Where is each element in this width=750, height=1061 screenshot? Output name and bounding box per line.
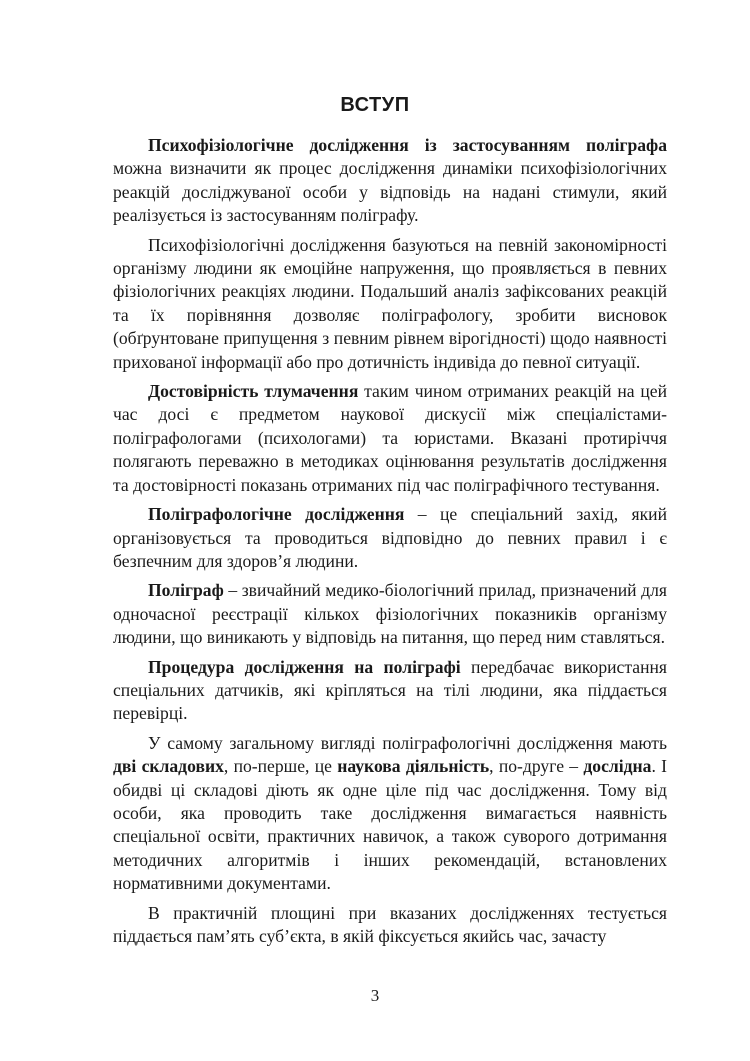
bold-term: наукова діяльність xyxy=(337,756,490,777)
bold-term: Процедура дослідження на поліграфі xyxy=(148,656,461,677)
text-run: В практичній площині при вказаних дослідженнях тестується піддається пам’ять суб’єкта, в якій фіксується якийсь час, зачасту xyxy=(113,902,667,946)
bold-term: дві складових xyxy=(113,756,224,777)
text-run: передбачає використання спеціальних датчиків, які кріпляться на тілі людини, яка піддається перевірці. xyxy=(113,656,667,724)
document-body xyxy=(113,134,667,954)
paragraph xyxy=(113,902,667,949)
page-number: 3 xyxy=(370,986,380,1005)
text-run: , по-перше, це xyxy=(223,756,338,777)
paragraph xyxy=(113,579,667,649)
paragraph xyxy=(113,656,667,726)
bold-term: Психофізіологічне дослідження із застосуванням поліграфа xyxy=(148,135,667,155)
page-title: ВСТУП xyxy=(340,94,410,116)
paragraph xyxy=(113,134,667,228)
text-run: – це спеціальний захід, який організовується та проводиться відповідно до певних правил і є безпечним для здоров’я людини. xyxy=(113,504,667,571)
text-run: Психофізіологічні дослідження базуються на певній закономірності організму людини як емоційне напруження, що проявляється в певних фізіологічних реакціях людини. Подальший аналіз зафіксованих реакцій та їх порівняння дозволяє поліграфологу, зробити висновок (обґрунтоване припущення з певним рівнем вірогідності) щодо наявності прихованої інформації або про дотичність індивіда до певної ситуації. xyxy=(113,234,667,372)
text-run: таким чином отриманих реакцій на цей час досі є предметом наукової дискусії між спеціалістами-поліграфологами (психологами) та юристами. Вказані протиріччя полягають переважно в методиках оцінювання результатів дослідження та достовірності показань отриманих під час поліграфічного тестування. xyxy=(113,381,667,495)
bold-term: дослідна xyxy=(583,756,652,777)
text-run: У самому загальному вигляді поліграфологічні дослідження мають xyxy=(148,732,667,753)
bold-term: Поліграфологічне дослідження xyxy=(148,504,405,525)
paragraph xyxy=(113,732,667,896)
bold-term: Поліграф xyxy=(148,580,224,601)
text-run: можна визначити як процес дослідження динаміки психофізіологічних реакцій досліджуваної особи у відповідь на надані стимули, який реалізується із застосуванням поліграфу. xyxy=(113,158,667,226)
bold-term: Достовірність тлумачення xyxy=(148,381,359,402)
text-run: . І обидві ці складові діють як одне ціле під час дослідження. Тому від особи, яка проводить таке дослідження вимагається наявність спеціальної освіти, практичних навичок, а також суворого дотримання методичних алгоритмів і інших рекомендацій, встановлених нормативними документами. xyxy=(113,756,668,894)
paragraph xyxy=(113,234,667,374)
paragraph xyxy=(113,380,667,497)
paragraph xyxy=(113,503,667,573)
text-run: – звичайний медико-біологічний прилад, призначений для одночасної реєстрації кількох фізіологічних показників організму людини, що виникають у відповідь на питання, що перед ним ставляться. xyxy=(113,580,667,648)
text-run: , по-друге – xyxy=(489,756,584,777)
